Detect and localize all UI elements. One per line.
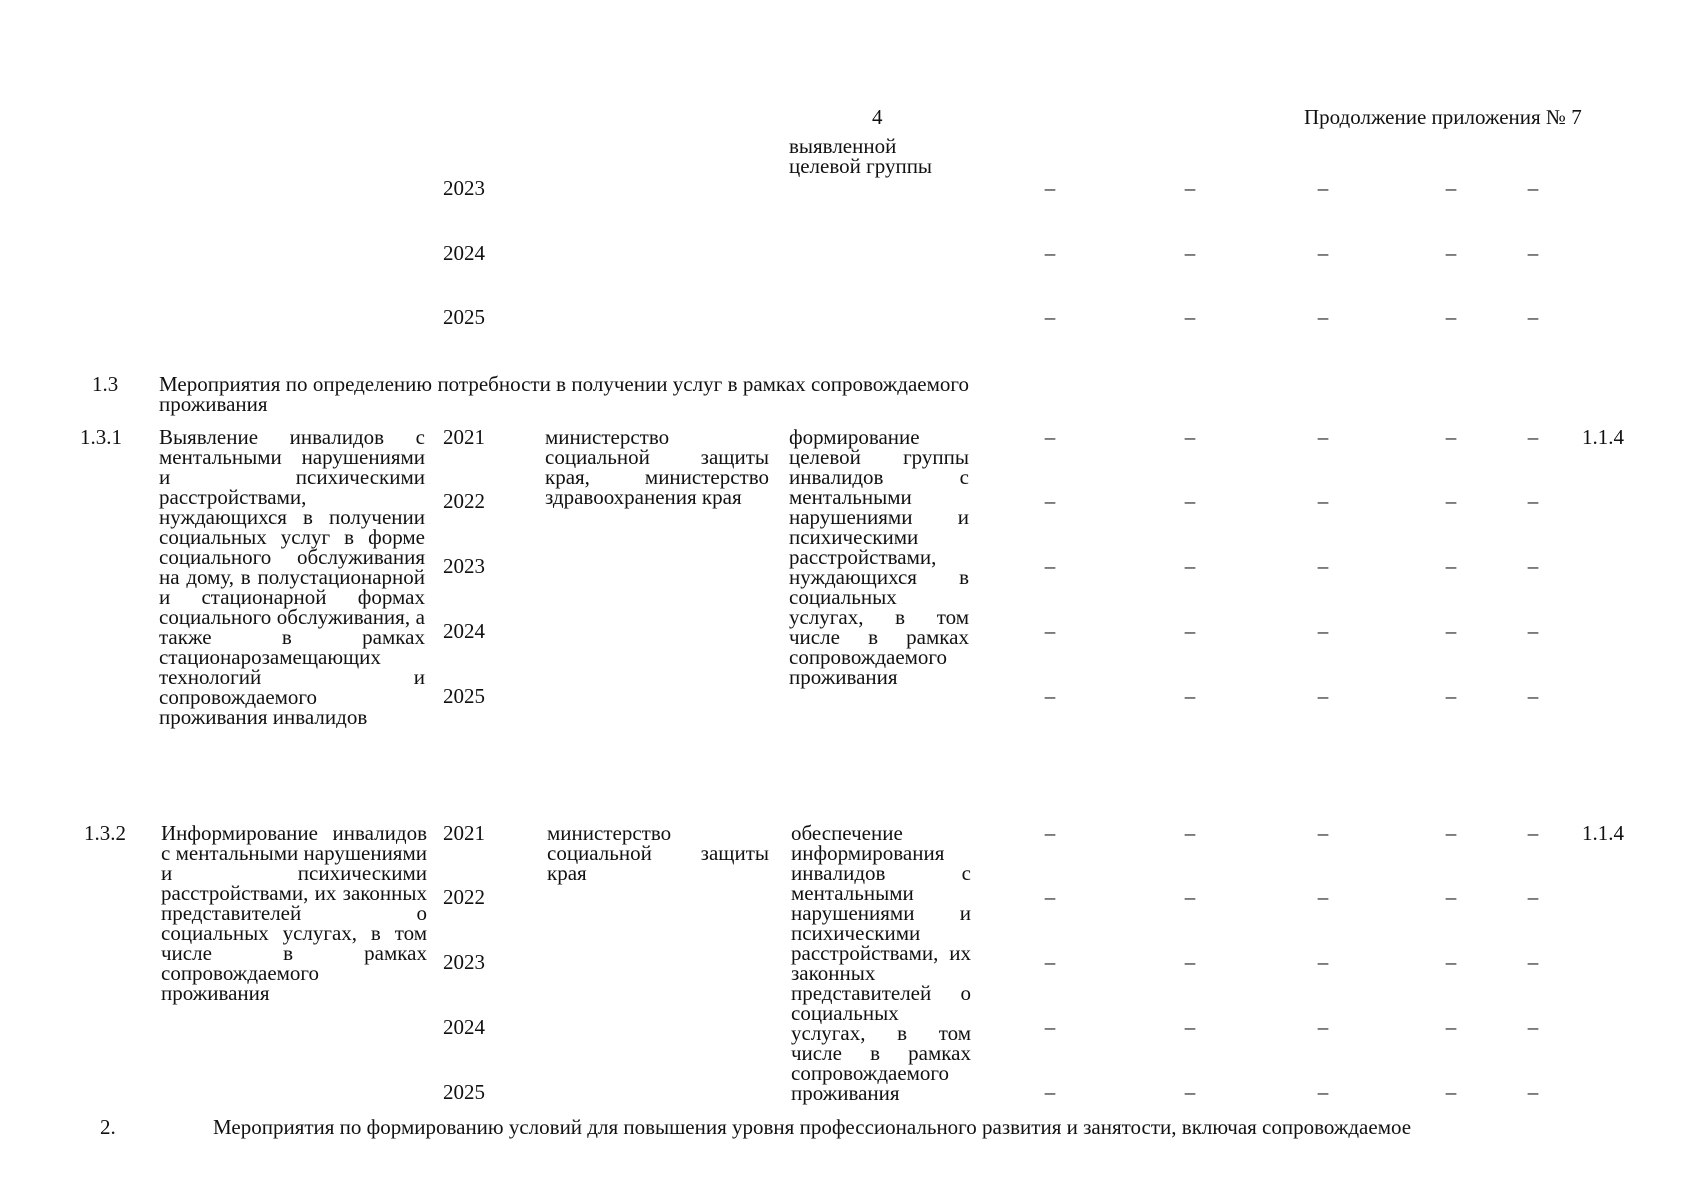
- value-cell: –: [1317, 176, 1329, 200]
- value-cell: –: [1445, 1015, 1457, 1039]
- value-cell: –: [1527, 176, 1539, 200]
- value-cell: –: [1445, 821, 1457, 845]
- page-number: 4: [872, 105, 883, 129]
- value-cell: –: [1317, 1080, 1329, 1104]
- value-cell: –: [1044, 554, 1056, 578]
- value-cell: –: [1044, 176, 1056, 200]
- section-title: Мероприятия по определению потребности в получении услуг в рамках сопровождаемого проживания: [159, 372, 969, 416]
- value-cell: –: [1445, 425, 1457, 449]
- value-cell: –: [1184, 241, 1196, 265]
- value-cell: –: [1445, 619, 1457, 643]
- value-cell: –: [1527, 489, 1539, 513]
- value-cell: –: [1044, 885, 1056, 909]
- value-cell: –: [1184, 425, 1196, 449]
- year-label: 2025: [443, 684, 485, 708]
- value-cell: –: [1445, 489, 1457, 513]
- year-label: 2022: [443, 489, 485, 513]
- year-label: 2021: [443, 425, 485, 449]
- item-ref: 1.1.4: [1582, 821, 1624, 845]
- year-label: 2021: [443, 821, 485, 845]
- value-cell: –: [1445, 554, 1457, 578]
- value-cell: –: [1044, 1080, 1056, 1104]
- year-label: 2024: [443, 1015, 485, 1039]
- value-cell: –: [1317, 1015, 1329, 1039]
- value-cell: –: [1445, 1080, 1457, 1104]
- value-cell: –: [1527, 1080, 1539, 1104]
- item-number: 1.3.2: [84, 821, 126, 845]
- value-cell: –: [1184, 619, 1196, 643]
- value-cell: –: [1527, 950, 1539, 974]
- value-cell: –: [1317, 684, 1329, 708]
- value-cell: –: [1445, 950, 1457, 974]
- value-cell: –: [1184, 885, 1196, 909]
- value-cell: –: [1184, 554, 1196, 578]
- year-label: 2025: [443, 1080, 485, 1104]
- item-name: Информирование инвалидов с ментальными нарушениями и психическими расстройствами, их законных представителей о социальных услугах, в том числе в рамках сопровождаемого проживания: [161, 821, 427, 1005]
- year-label: 2025: [443, 305, 485, 329]
- item-ref: 1.1.4: [1582, 425, 1624, 449]
- value-cell: –: [1184, 176, 1196, 200]
- value-cell: –: [1317, 950, 1329, 974]
- year-label: 2023: [443, 554, 485, 578]
- value-cell: –: [1317, 821, 1329, 845]
- value-cell: –: [1184, 684, 1196, 708]
- value-cell: –: [1527, 619, 1539, 643]
- value-cell: –: [1527, 425, 1539, 449]
- value-cell: –: [1445, 684, 1457, 708]
- item-result: формирование целевой группы инвалидов с ментальными нарушениями и психическими расстройствами, нуждающихся в социальных услугах, в том числе в рамках сопровождаемого проживания: [789, 425, 969, 689]
- value-cell: –: [1044, 950, 1056, 974]
- value-cell: –: [1527, 241, 1539, 265]
- value-cell: –: [1527, 684, 1539, 708]
- year-label: 2023: [443, 176, 485, 200]
- value-cell: –: [1527, 885, 1539, 909]
- value-cell: –: [1044, 821, 1056, 845]
- value-cell: –: [1317, 489, 1329, 513]
- value-cell: –: [1527, 554, 1539, 578]
- section-number: 2.: [100, 1115, 116, 1139]
- value-cell: –: [1445, 176, 1457, 200]
- item-name: Выявление инвалидов с ментальными нарушениями и психическими расстройствами, нуждающихся в получении социальных услуг в форме социального обслуживания на дому, в полустационарной и стационарной формах социального обслуживания, а также в рамках стационарозамещающих технологий и сопровождаемого проживания инвалидов: [159, 425, 425, 729]
- continuation-caption: Продолжение приложения № 7: [1304, 105, 1582, 129]
- year-label: 2024: [443, 619, 485, 643]
- year-label: 2022: [443, 885, 485, 909]
- value-cell: –: [1527, 1015, 1539, 1039]
- item-executor: министерство социальной защиты края, министерство здравоохранения края: [545, 425, 769, 509]
- value-cell: –: [1184, 489, 1196, 513]
- value-cell: –: [1445, 241, 1457, 265]
- value-cell: –: [1044, 425, 1056, 449]
- item-result: обеспечение информирования инвалидов с ментальными нарушениями и психическими расстройствами, их законных представителей о социальных услугах, в том числе в рамках сопровождаемого проживания: [791, 821, 971, 1105]
- value-cell: –: [1044, 1015, 1056, 1039]
- value-cell: –: [1044, 241, 1056, 265]
- item-executor: министерство социальной защиты края: [547, 821, 769, 885]
- year-label: 2024: [443, 241, 485, 265]
- value-cell: –: [1317, 241, 1329, 265]
- value-cell: –: [1044, 684, 1056, 708]
- value-cell: –: [1184, 305, 1196, 329]
- value-cell: –: [1317, 885, 1329, 909]
- result-tail-text: выявленной целевой группы: [789, 134, 933, 178]
- value-cell: –: [1044, 305, 1056, 329]
- value-cell: –: [1184, 821, 1196, 845]
- value-cell: –: [1044, 619, 1056, 643]
- value-cell: –: [1044, 489, 1056, 513]
- value-cell: –: [1527, 821, 1539, 845]
- section-number: 1.3: [92, 372, 119, 396]
- value-cell: –: [1445, 885, 1457, 909]
- value-cell: –: [1317, 305, 1329, 329]
- year-label: 2023: [443, 950, 485, 974]
- value-cell: –: [1317, 554, 1329, 578]
- value-cell: –: [1527, 305, 1539, 329]
- value-cell: –: [1445, 305, 1457, 329]
- section-title: Мероприятия по формированию условий для повышения уровня профессионального развития и занятости, включая сопровождаемое: [213, 1115, 1412, 1139]
- value-cell: –: [1184, 1080, 1196, 1104]
- value-cell: –: [1184, 950, 1196, 974]
- value-cell: –: [1317, 619, 1329, 643]
- value-cell: –: [1184, 1015, 1196, 1039]
- value-cell: –: [1317, 425, 1329, 449]
- item-number: 1.3.1: [80, 425, 122, 449]
